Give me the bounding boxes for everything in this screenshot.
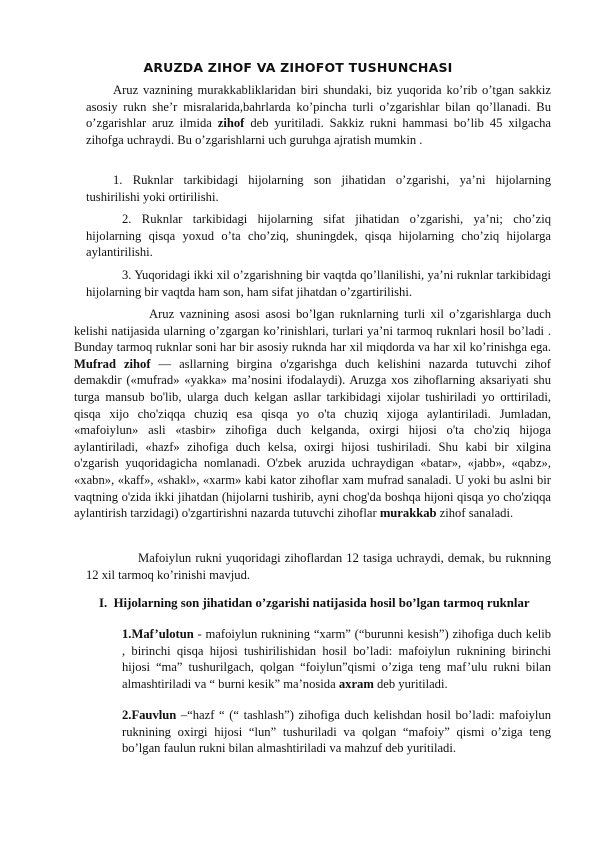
term-mufrad-zihof: Mufrad zihof xyxy=(74,356,151,371)
mafoiylun-paragraph: Mafoiylun rukni yuqoridagi zihoflardan 12 tasiga uchraydi, demak, bu ruknning 12 xil tarmoq ko’rinishi mavjud. xyxy=(86,551,551,582)
term-maf-ulotun: 1.Maf’ulotun xyxy=(122,627,194,641)
term-axram: axram xyxy=(338,676,374,691)
list-item-1: 1. Ruknlar tarkibidagi hijolarning son jihatidan o’zgarishi, ya’ni hijolarning tushirilishi yoki ortirilishi. xyxy=(86,173,551,204)
term-fauvlun: 2.Fauvlun xyxy=(122,708,177,722)
term-zihof: zihof xyxy=(217,116,245,131)
page-title: ARUZDA ZIHOF VA ZIHOFOT TUSHUNCHASI xyxy=(143,60,453,75)
list-item-2: 2. Ruknlar tarkibidagi hijolarning sifat jihatidan o’zgarishi, ya’ni; cho’ziq hijolarning qisqa yoxud o’ta cho’ziq, shuningdek, qisqa hijolarning cho’ziq hijolarga aylantirilishi. xyxy=(86,212,551,260)
section-number: I. xyxy=(99,596,108,610)
subsection-fauvlun: 2.Fauvlun –“hazf “ (“ tashlash”) zihofiga duch kelishdan hosil bo’ladi: mafoiylun ruknining oxirgi hijosi “lun” tushuriladi va qolgan “mafoiy” qismi o’ziga teng bo’lgan faulun rukni bilan almashtiriladi va mahzuf deb yuritiladi. xyxy=(122,708,551,756)
section-heading-1: I. Hijolarning son jihatidan o’zgarishi natijasida hosil bo’lgan tarmoq ruknlar xyxy=(99,596,530,610)
intro-paragraph: Aruz vaznining murakkabliklaridan biri shundaki, biz yuqorida ko’rib o’tgan sakkiz asosiy rukn she’r misralarida,bahrlarda ko’pincha turli o’zgarishlar bilan qo’llanadi. Bu o’zgarishlar aruz ilmida zihof deb yuritiladi. Sakkiz rukni hammasi bo’lib 45 xilgacha zihofga uchraydi. Bu o’zgarishlarni uch guruhga ajratish mumkin . xyxy=(86,83,552,147)
main-paragraph: Aruz vaznining asosi asosi bo’lgan ruknlarning turli xil o’zgarishlarga duch kelishi natijasida ularning o’zgargan ko’rinishlari, turlari ya’ni tarmoq ruknlari hosil bo’ladi . Bunday tarmoq ruknlar soni har bir asosiy ruknda har xil miqdorda va har xil ko’rinishga ega. Mufrad zihof — asllarning birgina o'zgarishga duch kelishini nazarda tutuvchi zihof demakdir («mufrad» «yakka» ma’nosini ifodalaydi). Aruzga xos zihoflarning aksariyati shu turga mansub bo'lib, ularga duch kelgan asllar tarkibidagi xijolar tushiriladi yo orttiriladi, qisqa xijo cho'ziqqa chuziq esa qisqa yo o'ta chuziq xijoga aylantiriladi. Jumladan, «mafoiylun» asli «tasbir» zihofiga duch kelganda, oxirgi hijosi o'ta cho'ziq hijoga aylantiriladi, «hazf» zihofiga duch kelsa, oxirgi hijosi tushiriladi. Shu kabi bir xilgina o'zgarish yuqoridagicha nomlanadi. O'zbek aruzida uchraydigan «batar», «jabb», «qabz», «xabn», «kaff», «shakl», «xarm» kabi kator zihoflar xam mufrad sanaladi. U yoki bu aslni bir vaqtning o'zida ikki jihatdan (hijolarni tushirib, ayni chog'da boshqa hijoni qisqa yo cho'ziqqa aylantirish tarzidagi) o'zgartirishni nazarda tutuvchi zihoflar murakkab zihof sanaladi. xyxy=(74,307,551,521)
term-murakkab: murakkab xyxy=(379,506,437,521)
list-item-3: 3. Yuqoridagi ikki xil o’zgarishning bir vaqtda qo’llanilishi, ya’ni ruknlar tarkibidagi hijolarning bir vaqtda ham son, ham sifat jihatdan o’zgartirilishi. xyxy=(86,268,551,299)
subsection-maf-ulotun: 1.Maf’ulotun - mafoiylun ruknining “xarm” (“burunni kesish”) zihofiga duch kelib , birinchi qisqa hijosi tushirilishidan hosil bo’ladi: mafoiylun ruknining birinchi hijosi “ma” tushurilgach, qolgan “foiylun”qismi o’ziga teng maf’ulu rukni bilan almashtiriladi va “ burni kesik” ma’nosida axram deb yuritiladi. xyxy=(122,627,551,691)
